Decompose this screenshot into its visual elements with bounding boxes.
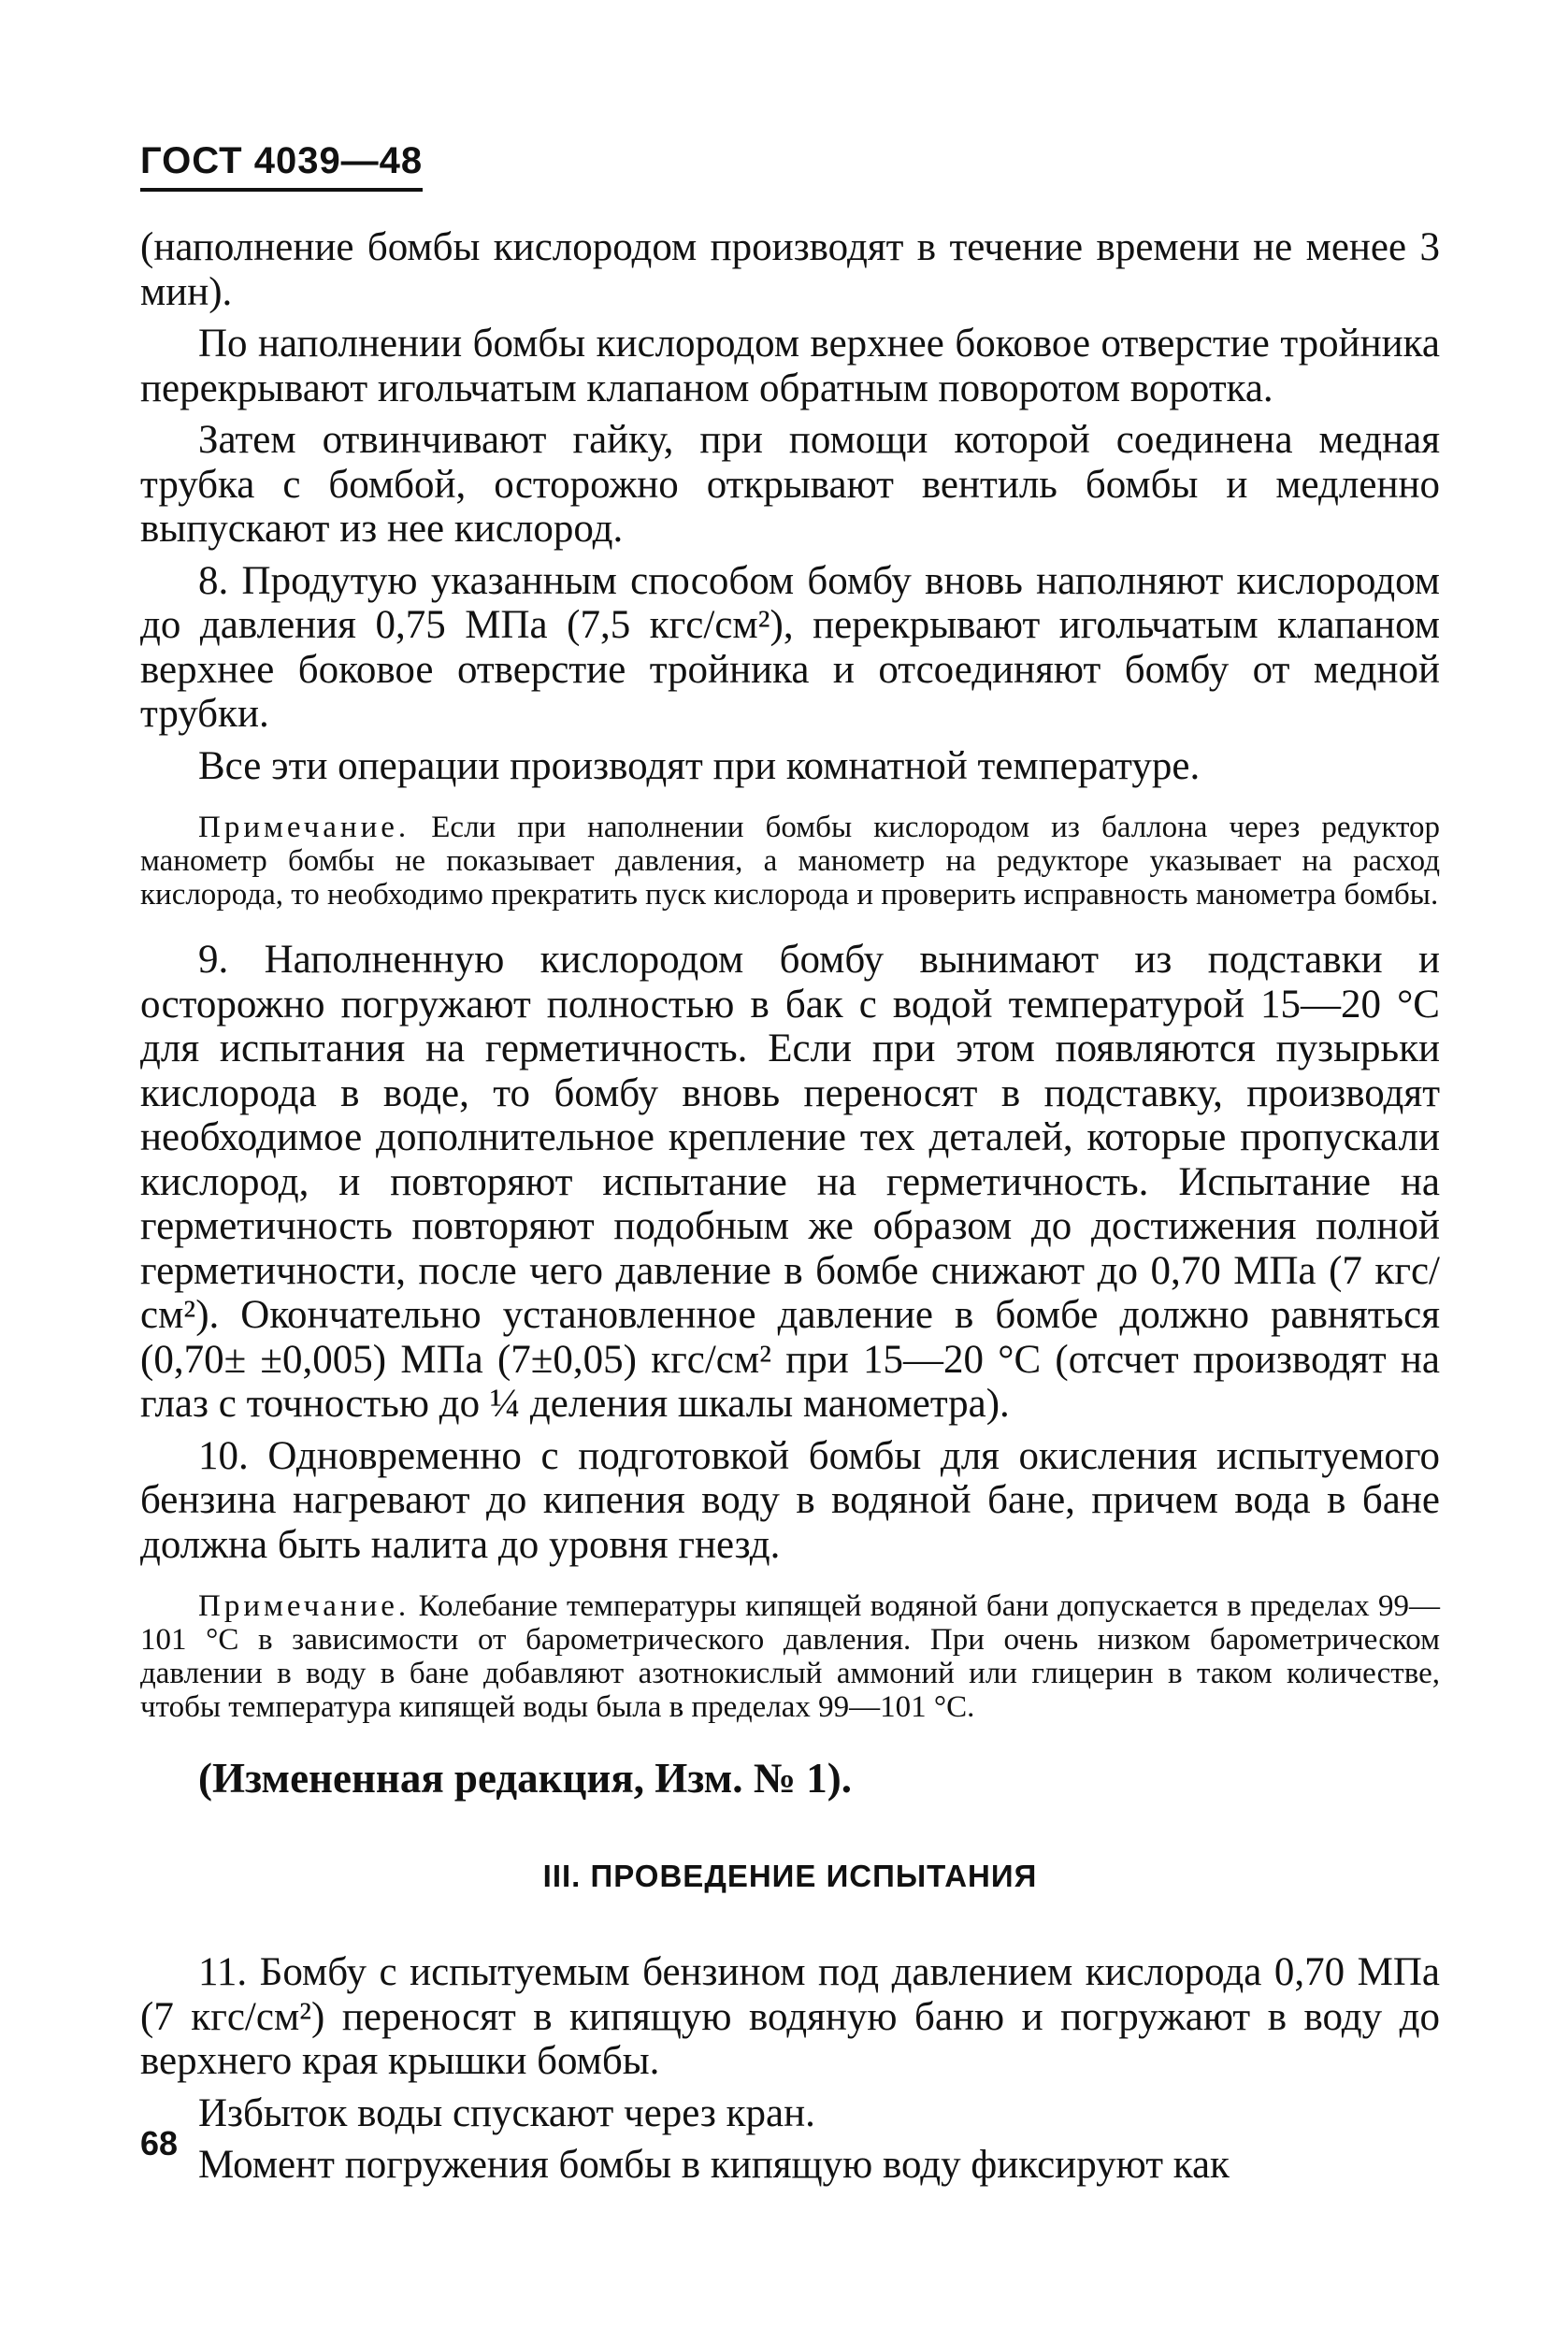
document-page <box>140 140 1440 2195</box>
document-header: ГОСТ 4039—48 <box>140 140 423 192</box>
page-number: 68 <box>140 2124 179 2162</box>
amendment-note: (Измененная редакция, Изм. № 1). <box>198 1755 853 1802</box>
paragraph: (наполнение бомбы кислородом производят в течение времени не менее 3 мин). <box>140 225 1440 314</box>
paragraph: Затем отвинчивают гайку, при помощи которой соединена медная трубка с бомбой, осторожно открывают вентиль бомбы и медленно выпускают из нее кислород. <box>140 418 1440 551</box>
paragraph: Избыток воды спускают через кран. <box>198 2090 815 2135</box>
paragraph: 8. Продутую указанным способом бомбу вновь наполняют кислородом до давления 0,75 МПа (7,5 кгс/см²), перекрывают игольчатым клапаном верхнее боковое отверстие тройника и отсоединяют бомбу от медной трубки. <box>140 558 1440 736</box>
section-title: III. ПРОВЕДЕНИЕ ИСПЫТАНИЯ <box>542 1859 1038 1893</box>
note-label: Примечание. <box>198 1589 410 1623</box>
paragraph: 11. Бомбу с испытуемым бензином под давлением кислорода 0,70 МПа (7 кгс/см²) переносят в кипящую водяную баню и погружают в воду до верхнего края крышки бомбы. <box>140 1950 1440 2083</box>
note-text: Колебание температуры кипящей водяной бани допускается в пределах 99—101 °С в зависимости от барометрического давления. При очень низком барометрическом давлении в воду в бане добавляют азотнокислый аммоний или глицерин в таком количестве, чтобы температура кипящей воды была в пределах 99—101 °С. <box>140 1589 1440 1724</box>
paragraph: 10. Одновременно с подготовкой бомбы для окисления испытуемого бензина нагревают до кипения воду в водяной бане, причем вода в бане должна быть налита до уровня гнезд. <box>140 1433 1440 1567</box>
paragraph: Все эти операции производят при комнатной температуре. <box>198 743 1201 788</box>
note <box>140 1589 1440 1724</box>
note-label: Примечание. <box>198 811 410 844</box>
paragraph: По наполнении бомбы кислородом верхнее боковое отверстие тройника перекрывают игольчатым клапаном обратным поворотом воротка. <box>140 322 1440 410</box>
paragraph: 9. Наполненную кислородом бомбу вынимают из подставки и осторожно погружают полностью в бак с водой температурой 15—20 °С для испытания на герметичность. Если при этом появляются пузырьки кислорода в воде, то бомбу вновь переносят в подставку, производят необходимое дополнительное крепление тех деталей, которые пропускали кислород, и повторяют испытание на герметичность. Испытание на герметичность повторяют подобным же образом до достижения полной герметичности, после чего давление в бомбе снижают до 0,70 МПа (7 кгс/см²). Окончательно установленное давление в бомбе должно равняться (0,70± ±0,005) МПа (7±0,05) кгс/см² при 15—20 °С (отсчет производят на глаз с точностью до ¼ деления шкалы манометра). <box>140 938 1440 1426</box>
paragraph: Момент погружения бомбы в кипящую воду фиксируют как <box>198 2143 1230 2187</box>
note-text: Если при наполнении бомбы кислородом из баллона через редуктор манометр бомбы не показывает давления, а манометр на редукторе указывает на расход кислорода, то необходимо прекратить пуск кислорода и проверить исправность манометра бомбы. <box>140 811 1441 912</box>
note <box>140 811 1440 912</box>
